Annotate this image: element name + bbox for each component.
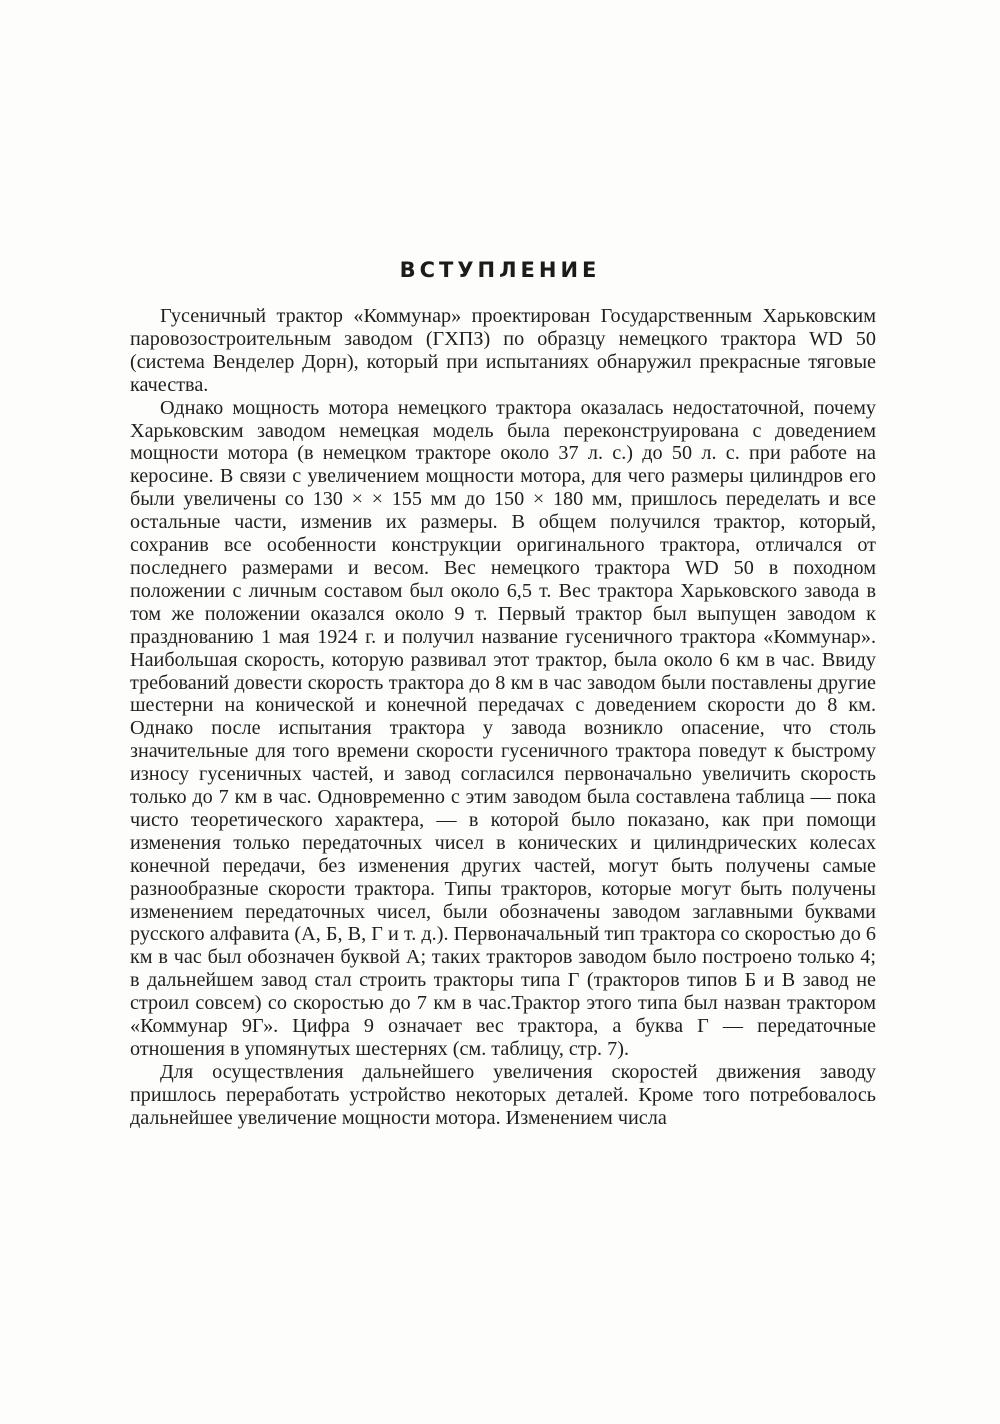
- paragraph-1: Гусеничный трактор «Коммунар» проектирован Государственным Харьковским паровозостроительным заводом (ГХПЗ) по образцу немецкого трактора WD 50 (система Венделер Дорн), который при испытаниях обнаружил прекрасные тяговые качества.: [130, 305, 876, 396]
- page-title: ВСТУПЛЕНИЕ: [399, 258, 601, 282]
- body-text: [130, 305, 876, 1130]
- paragraph-2: Однако мощность мотора немецкого трактора оказалась недостаточной, почему Харьковским заводом немецкая модель была переконструирована с доведением мощности мотора (в немецком тракторе около 37 л. с.) до 50 л. с. при работе на керосине. В связи с увеличением мощности мотора, для чего размеры цилиндров его были увеличены со 130 × × 155 мм до 150 × 180 мм, пришлось переделать и все остальные части, изменив их размеры. В общем получился трактор, который, сохранив все особенности конструкции оригинального трактора, отличался от последнего размерами и весом. Вес немецкого трактора WD 50 в походном положении с личным составом был около 6,5 т. Вес трактора Харьковского завода в том же положении оказался около 9 т. Первый трактор был выпущен заводом к празднованию 1 мая 1924 г. и получил название гусеничного трактора «Коммунар». Наибольшая скорость, которую развивал этот трактор, была около 6 км в час. Ввиду требований довести скорость трактора до 8 км в час заводом были поставлены другие шестерни на конической и конечной передачах с доведением скорости до 8 км. Однако после испытания трактора у завода возникло опасение, что столь значительные для того времени скорости гусеничного трактора поведут к быстрому износу гусеничных частей, и завод согласился первоначально увеличить скорость только до 7 км в час. Одновременно с этим заводом была составлена таблица — пока чисто теоретического характера, — в которой было показано, как при помощи изменения только передаточных чисел в конических и цилиндрических колесах конечной передачи, без изменения других частей, могут быть получены самые разнообразные скорости трактора. Типы тракторов, которые могут быть получены изменением передаточных чисел, были обозначены заводом заглавными буквами русского алфавита (А, Б, В, Г и т. д.). Первоначальный тип трактора со скоростью до 6 км в час был обозначен буквой А; таких тракторов заводом было построено только 4; в дальнейшем завод стал строить тракторы типа Г (тракторов типов Б и В завод не строил совсем) со скоростью до 7 км в час.Трактор этого типа был назван трактором «Коммунар 9Г». Цифра 9 означает вес трактора, а буква Г — передаточные отношения в упомянутых шестернях (см. таблицу, стр. 7).: [130, 396, 876, 1060]
- paragraph-3: Для осуществления дальнейшего увеличения скоростей движения заводу пришлось переработать устройство некоторых деталей. Кроме того потребовалось дальнейшее увеличение мощности мотора. Изменением числа: [130, 1060, 876, 1129]
